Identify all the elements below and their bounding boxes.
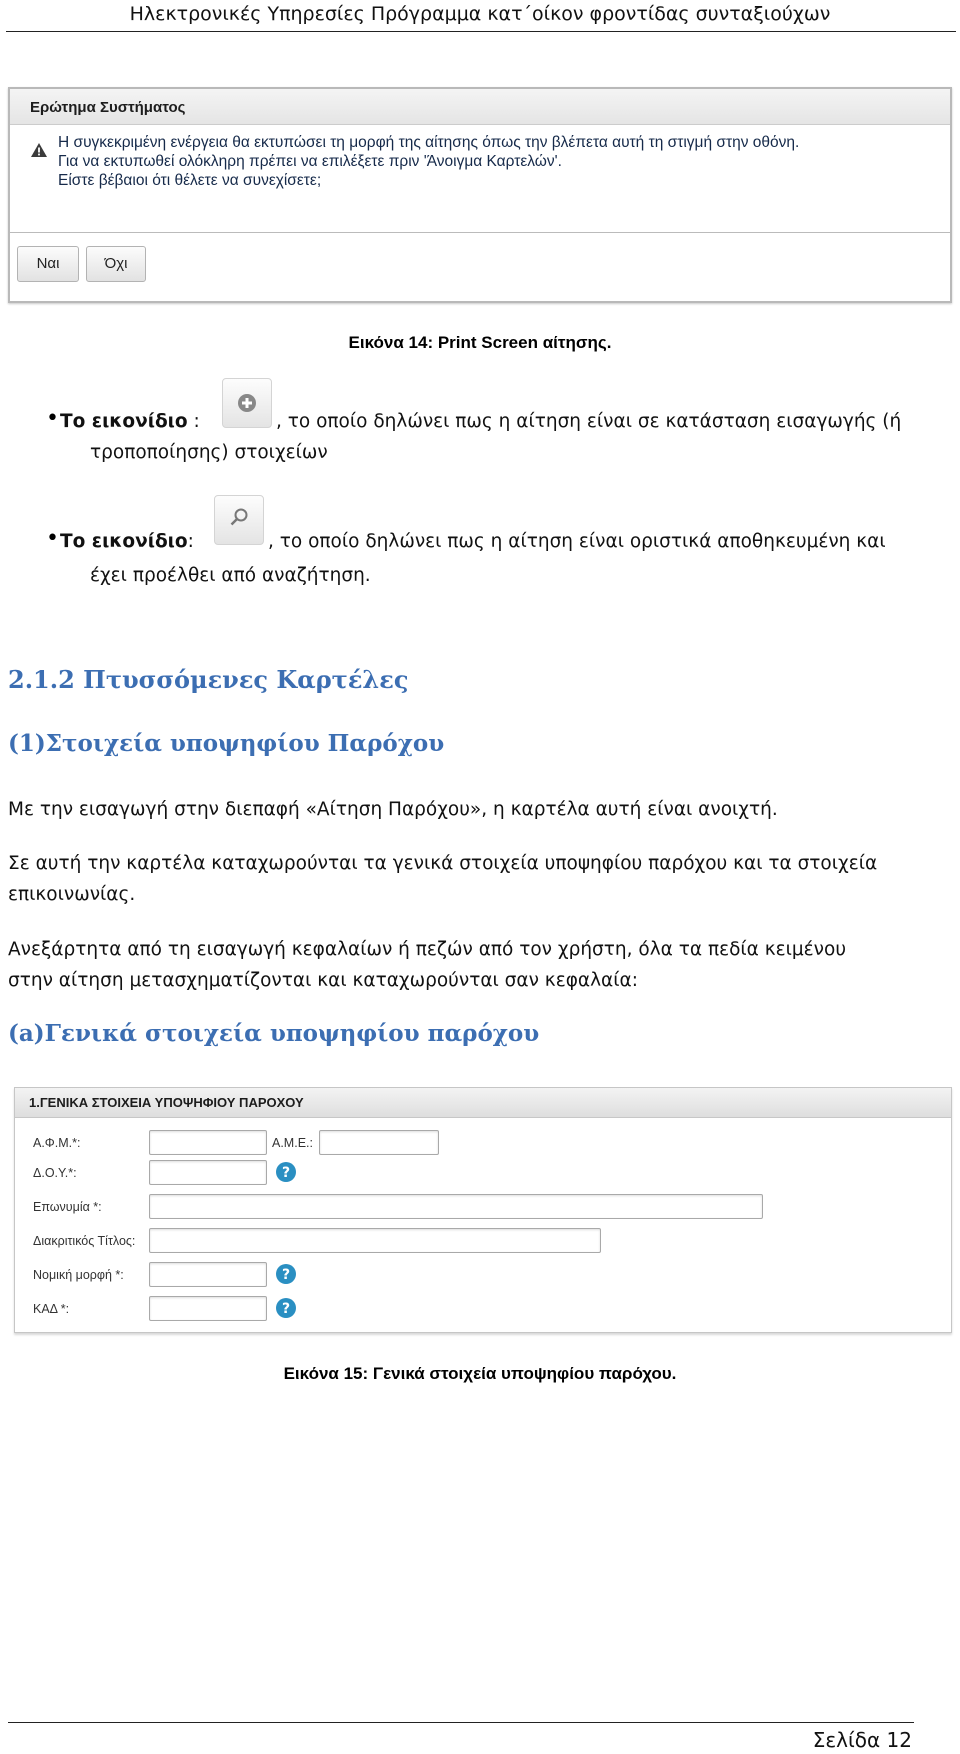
svg-text:?: ? [281, 1267, 291, 1283]
header-divider [6, 31, 956, 32]
form-header: 1.ΓΕΝΙΚΑ ΣΤΟΙΧΕΙΑ ΥΠΟΨΗΦΙΟΥ ΠΑΡΟΧΟΥ [15, 1088, 951, 1118]
footer-divider [8, 1722, 914, 1723]
help-icon[interactable] [275, 1297, 297, 1319]
paragraph: στην αίτηση μετασχηματίζονται και καταχωρούνται σαν κεφαλαία: [8, 970, 638, 991]
doy-label: Δ.Ο.Υ.*: [33, 1166, 77, 1180]
system-question-dialog [8, 87, 952, 303]
bullet-marker: • [46, 406, 59, 431]
subheading: (a)Γενικά στοιχεία υποψηφίου παρόχου [8, 1020, 540, 1047]
svg-text:?: ? [281, 1301, 291, 1317]
kad-label: ΚΑΔ *: [33, 1302, 70, 1316]
bullet-sep: : [187, 531, 194, 552]
no-button[interactable]: Όχι [86, 246, 146, 282]
warning-icon [30, 142, 48, 158]
figure-caption: Εικόνα 15: Γενικά στοιχεία υποψηφίου παρόχου. [283, 1364, 677, 1383]
diakritikos-label: Διακριτικός Τίτλος: [33, 1234, 136, 1248]
svg-text:?: ? [281, 1165, 291, 1181]
dialog-message-line: Η συγκεκριμένη ενέργεια θα εκτυπώσει τη μορφή της αίτησης όπως την βλέπετα αυτή τη στιγμή στην οθόνη. [58, 134, 800, 151]
help-icon[interactable] [275, 1263, 297, 1285]
bullet-rest: , το οποίο δηλώνει πως η αίτηση είναι σε κατάσταση εισαγωγής (ή [276, 411, 902, 432]
afm-input[interactable] [149, 1130, 267, 1155]
paragraph: Σε αυτή την καρτέλα καταχωρούνται τα γενικά στοιχεία υποψηφίου παρόχου και τα στοιχεία [8, 853, 878, 874]
bullet-text [60, 406, 200, 437]
subheading: (1)Στοιχεία υποψηφίου Παρόχου [8, 730, 445, 757]
plus-circle-icon [223, 379, 271, 427]
bullet-rest-line2: έχει προέλθει από αναζήτηση. [90, 565, 371, 586]
bullet-sep: : [187, 411, 200, 432]
paragraph: επικοινωνίας. [8, 884, 136, 905]
bullet-text [60, 526, 194, 557]
ame-input[interactable] [319, 1130, 439, 1155]
running-header: Ηλεκτρονικές Υπηρεσίες Πρόγραμμα κατ΄οίκον φροντίδας συνταξιούχων [129, 3, 831, 25]
diakritikos-input[interactable] [149, 1228, 601, 1253]
dialog-title: Ερώτημα Συστήματος [10, 89, 950, 125]
afm-label: Α.Φ.Μ.*: [33, 1136, 81, 1150]
dialog-message-line: Για να εκτυπωθεί ολόκληρη πρέπει να επιλέξετε πριν 'Άνοιγμα Καρτελών'. [58, 153, 562, 170]
general-info-form [14, 1087, 952, 1333]
bullet-lead: Το εικονίδιο [60, 411, 188, 432]
dialog-body [10, 125, 950, 233]
add-icon-button [222, 378, 272, 428]
doy-select[interactable] [149, 1160, 267, 1185]
magnifier-icon [215, 496, 263, 544]
search-icon-button [214, 495, 264, 545]
bullet-rest-line2: τροποποίησης) στοιχείων [90, 442, 328, 463]
kad-input[interactable] [149, 1296, 267, 1321]
help-icon[interactable] [275, 1161, 297, 1183]
dialog-footer [10, 233, 950, 301]
nomiki-morfi-select[interactable] [149, 1262, 267, 1287]
page-number: Σελίδα 12 [812, 1728, 912, 1752]
eponymia-label: Επωνυμία *: [33, 1200, 102, 1214]
eponymia-input[interactable] [149, 1194, 763, 1219]
ame-label: Α.Μ.Ε.: [272, 1136, 313, 1150]
paragraph: Με την εισαγωγή στην διεπαφή «Αίτηση Παρόχου», η καρτέλα αυτή είναι ανοιχτή. [8, 799, 778, 820]
dialog-message [58, 133, 799, 190]
bullet-lead: Το εικονίδιο [60, 531, 188, 552]
bullet-rest: , το οποίο δηλώνει πως η αίτηση είναι οριστικά αποθηκευμένη και [268, 531, 886, 552]
paragraph: Ανεξάρτητα από τη εισαγωγή κεφαλαίων ή πεζών από τον χρήστη, όλα τα πεδία κειμένου [8, 939, 847, 960]
nomiki-morfi-label: Νομική μορφή *: [33, 1268, 124, 1282]
yes-button[interactable]: Ναι [17, 246, 79, 282]
bullet-marker: • [46, 526, 59, 551]
figure-caption: Εικόνα 14: Print Screen αίτησης. [348, 333, 612, 352]
section-heading: 2.1.2 Πτυσσόμενες Καρτέλες [8, 665, 409, 694]
dialog-message-line: Είστε βέβαιοι ότι θέλετε να συνεχίσετε; [58, 172, 322, 189]
